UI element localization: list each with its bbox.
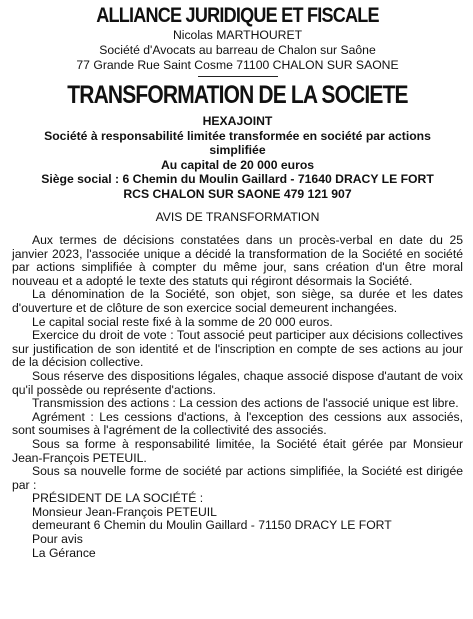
company-capital: Au capital de 20 000 euros xyxy=(160,157,315,172)
firm-name: ALLIANCE JURIDIQUE ET FISCALE xyxy=(96,4,379,27)
pour-avis: Pour avis xyxy=(32,532,83,547)
paragraph-denomination: La dénomination de la Société, son objet, son siège, sa durée et les dates d'ouverture et de clôture de son exercice social demeurent inchangées. xyxy=(12,287,463,315)
president-name: Monsieur Jean-François PETEUIL xyxy=(32,504,217,519)
company-rcs: RCS CHALON SUR SAONE 479 121 907 xyxy=(123,186,352,201)
header-divider xyxy=(198,76,278,77)
paragraph-votes: Sous réserve des dispositions légales, chaque associé dispose d'autant de voix qu'il possède ou représente d'actions. xyxy=(12,368,463,397)
paragraph-decision: Aux termes de décisions constatées dans un procès-verbal en date du 25 janvier 2023, l'associée unique a décidé la transformation de la Société en société par actions simplifiée à compter du même jour, sans création d'un être moral nouveau et a adopté le texte des statuts qui régiront désormais la Société. xyxy=(12,233,463,288)
paragraph-capital: Le capital social reste fixé à la somme de 20 000 euros. xyxy=(32,314,333,329)
notice-body xyxy=(12,234,463,560)
notice-title: TRANSFORMATION DE LA SOCIETE xyxy=(67,81,408,109)
firm-description: Société d'Avocats au barreau de Chalon sur Saône xyxy=(99,43,376,57)
company-form-line-2: simplifiée xyxy=(209,143,266,157)
company-siege: Siège social : 6 Chemin du Moulin Gaillard - 71640 DRACY LE FORT xyxy=(41,172,434,186)
president-address: demeurant 6 Chemin du Moulin Gaillard - 71150 DRACY LE FORT xyxy=(32,518,392,533)
paragraph-former-management: Sous sa forme à responsabilité limitée, la Société était gérée par Monsieur Jean-François PETEUIL. xyxy=(12,436,463,465)
company-form-line-1: Société à responsabilité limitée transformée en société par actions xyxy=(44,128,431,143)
firm-address: 77 Grande Rue Saint Cosme 71100 CHALON SUR SAONE xyxy=(76,58,399,72)
notice-title-block xyxy=(12,81,463,110)
paragraph-approval: Agrément : Les cessions d'actions, à l'exception des cessions aux associés, sont soumises à l'agrément de la collectivité des associés. xyxy=(12,409,463,438)
signature: La Gérance xyxy=(32,545,96,560)
president-heading: PRÉSIDENT DE LA SOCIÉTÉ : xyxy=(32,491,204,506)
company-block xyxy=(12,114,463,201)
paragraph-share-transfer: Transmission des actions : La cession des actions de l'associé unique est libre. xyxy=(32,396,459,411)
company-name: HEXAJOINT xyxy=(202,114,273,128)
paragraph-new-management: Sous sa nouvelle forme de société par actions simplifiée, la Société est dirigée par : xyxy=(12,464,463,492)
firm-lawyer: Nicolas MARTHOURET xyxy=(172,28,303,42)
firm-header xyxy=(12,4,463,77)
avis-title: AVIS DE TRANSFORMATION xyxy=(155,210,320,224)
paragraph-voting-rights: Exercice du droit de vote : Tout associé peut participer aux décisions collectives sur justification de son identité et de l'inscription en compte de ses actions au jour de la décision collective. xyxy=(12,328,463,370)
